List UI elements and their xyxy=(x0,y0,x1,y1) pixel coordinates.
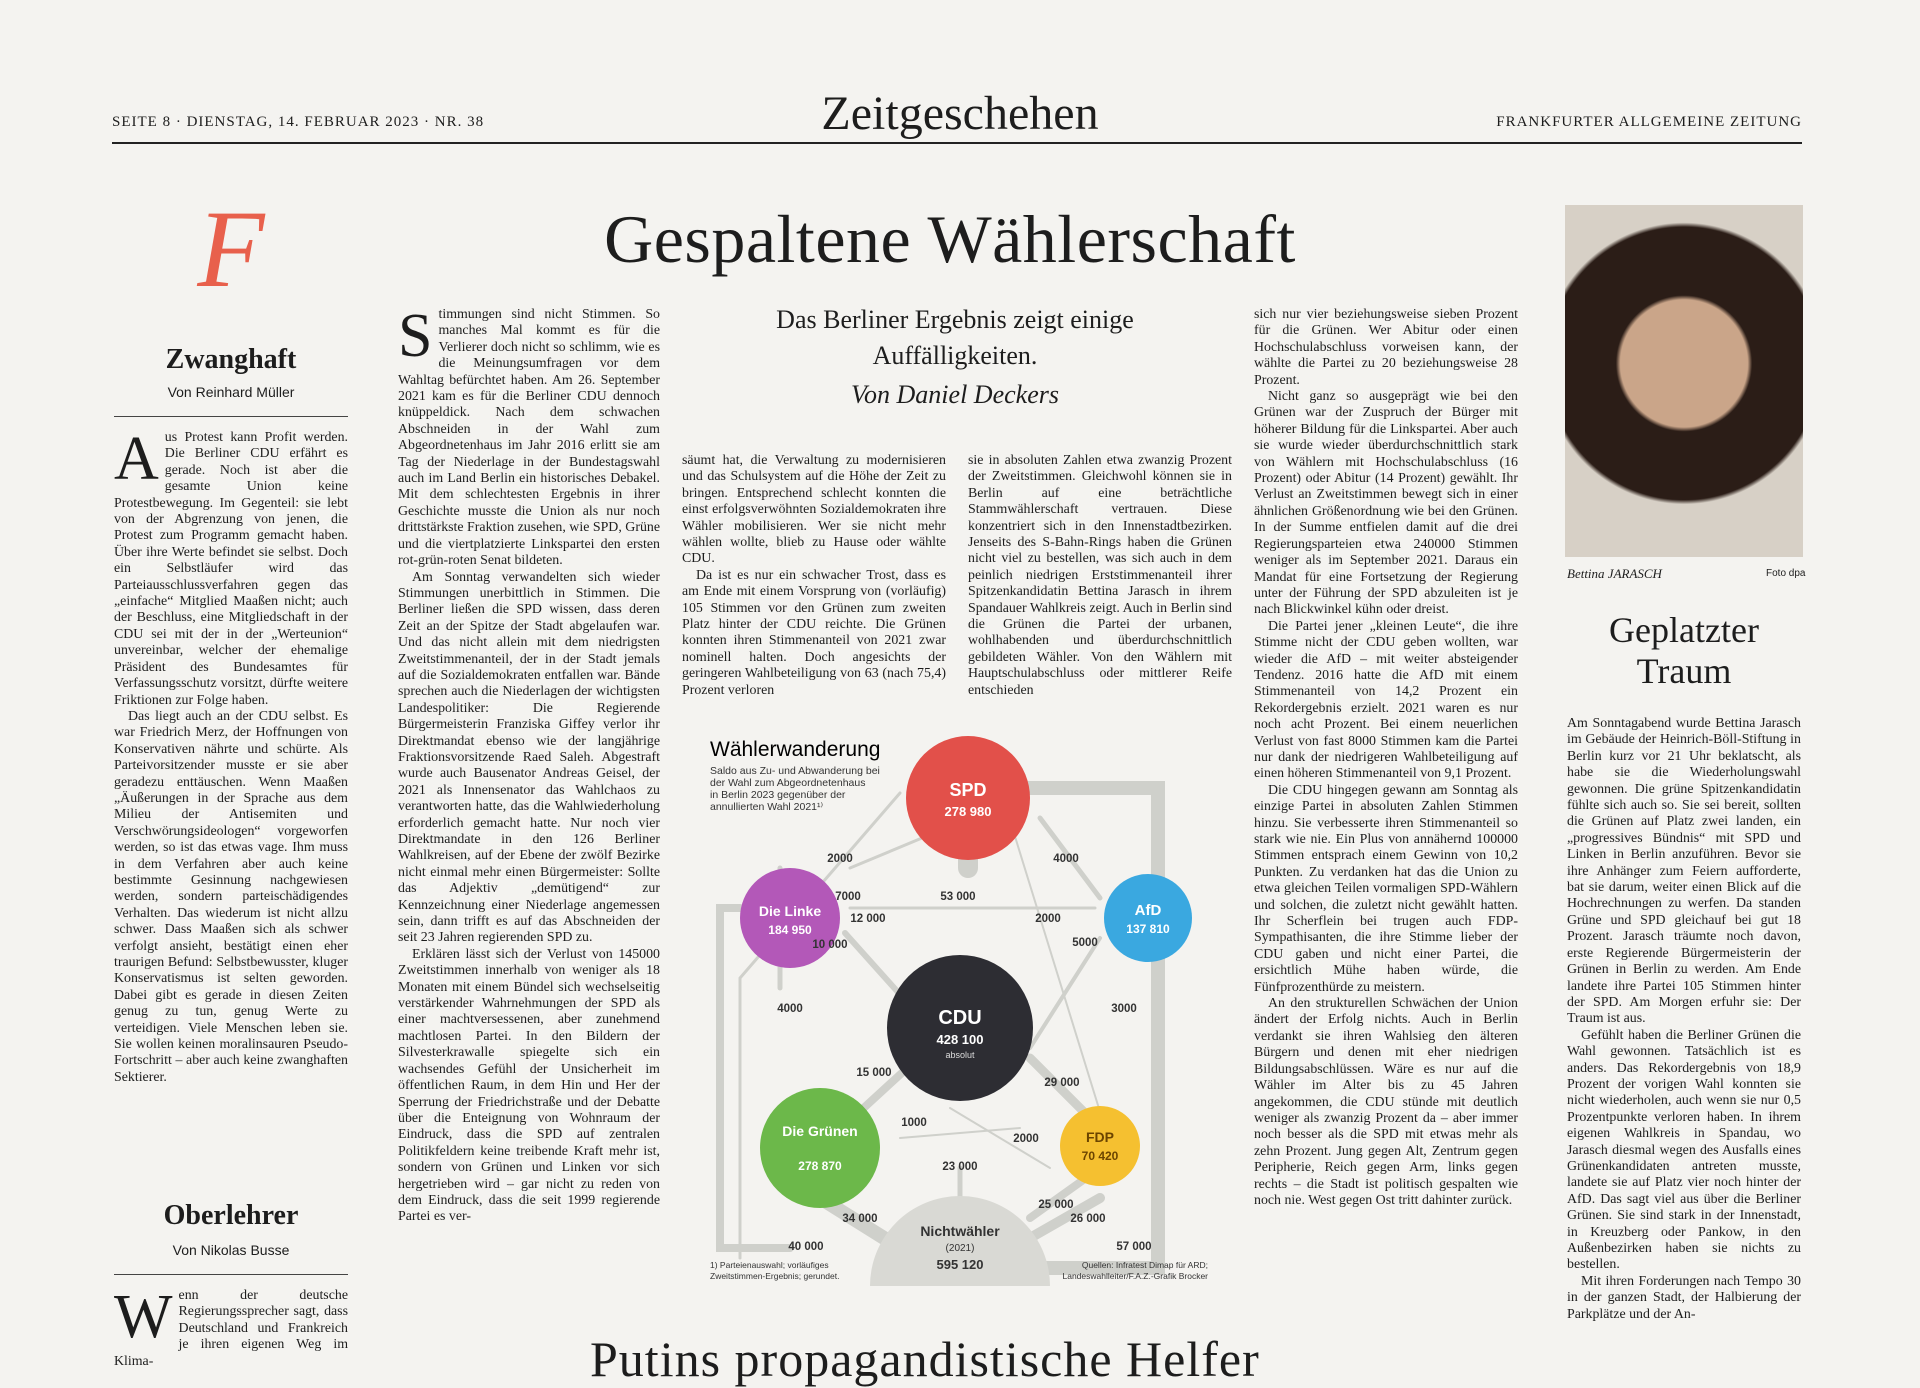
node-cdu-value: 428 100 xyxy=(936,1032,984,1047)
node-nichtwaehler xyxy=(870,1196,1050,1286)
portrait-paragraph: Gefühlt haben die Berliner Grünen die Wahl gewonnen. Tatsächlich ist es anders. Das Rekordergebnis von 18,9 Prozent der vorigen Wahl konnten sie nicht wiederholen, auch wenn sie nur 0,5 Prozentpunkte verloren haben. In ihrem eigenen Wahlkreis in Spandau, wo Jarasch diesmal wegen des Ausfalls eines Grünenkandidaten antreten musste, landete sie auf Platz vier noch hinter der AfD. Das sagt viel aus über die Berliner Grünen. Sie sind stark in der Innenstadt, in Kreuzberg oder Pankow, in den Außenbezirken haben sie nichts zu bestellen. xyxy=(1567,1027,1801,1273)
page-date-line: SEITE 8 · DIENSTAG, 14. FEBRUAR 2023 · NR. 38 xyxy=(112,114,485,130)
portrait-paragraph: Am Sonntagabend wurde Bettina Jarasch im Gebäude der Heinrich-Böll-Stiftung in Berlin kurz vor 21 Uhr beklatscht, als habe sie die Wiederholungswahl gewonnen. Die grüne Spitzenkandidatin fühlte sich auch so. Sie sei bereit, sollten die Grünen auf Platz zwei landen, ein „progressives Bündnis“ mit SPD und Linken in Berlin anzuführen. Bevor sie ihre Anhänger zum Feiern aufforderte, bat sie darum, weiter einen Blick auf die Hochrechnungen zu werfen. Da standen Grüne und SPD gleichauf bei gut 18 Prozent. Jarasch träumte noch davon, erste Regierende Bürgermeisterin der Grünen in Berlin zu werden. Am Ende landete ihre Partei 105 Stimmen hinter der SPD. Am Morgen erfuhr sie: Der Traum ist aus. xyxy=(1567,716,1801,1027)
main-paragraph: timmungen sind nicht Stimmen. So manches Mal kommt es für die Verlierer doch nicht so schlimm, wie es die Meinungsumfragen vor dem Wahltag befürchtet haben. Am 26. September 2021 kam es für die Berliner CDU dennoch knüppeldick. Nach dem schwachen Abschneiden in der Wahl zum Abgeordnetenhaus im Jahr 2016 erlitt sie am Tag der Niederlage in der Bundestagswahl auch im Land Berlin ein historisches Debakel. Mit dem schlechtesten Ergebnis in ihrer Geschichte musste die Union als nur noch drittstärkste Fraktion zusehen, wie SPD, Grüne und die viertplatzierte Linkspartei den ersten rot-grün-roten Senat bildeten. xyxy=(398,307,660,569)
main-paragraph: sich nur vier beziehungsweise sieben Prozent für die Grünen. Wer Abitur oder einen Hochschulabschluss vorweisen kann, der wählte die Partei zu 20 beziehungsweise 28 Prozent. xyxy=(1254,307,1518,388)
main-byline: Von Daniel Deckers xyxy=(851,380,1059,409)
flow-label: 7000 xyxy=(835,891,861,903)
portrait-article-title: Geplatzter Traum xyxy=(1609,610,1759,691)
main-paragraph: Die CDU hingegen gewann am Sonntag als einzige Partei in absoluten Zahlen Stimmen hinzu. Sie verbesserte ihren Stimmenanteil so stark wie nie. Ein Plus von annähernd 100000 Stimmen entsprach einem Gewinn von 10,2 Punkten. Zu verdanken hat das die Union zu etwa gleichen Teilen vormaligen SPD-Wählern und solchen, die zuletzt nicht gewählt hatten. Ihr Scherflein bei trugen auch FDP-Sympathisanten, die ihre Stimme lieber der CDU gaben und nicht einer Partei, die ersichtlich Mühe haben würde, die Fünfprozenthürde zu meistern. xyxy=(1254,782,1518,995)
commentary-rule-2 xyxy=(114,1274,348,1275)
flow-band xyxy=(900,1128,1020,1138)
commentary-author-1: Von Reinhard Müller xyxy=(167,384,295,400)
flow-label: 26 000 xyxy=(1070,1213,1106,1225)
graphic-subtitle-line: Saldo aus Zu- und Abwanderung bei xyxy=(710,765,880,777)
main-paragraph: säumt hat, die Verwaltung zu modernisieren und das Schulsystem auf die Höhe der Zeit zu bringen. Entsprechend schlecht konnten die einst erfolgsverwöhnten Sozialdemokraten ihre Wähler mobilisieren. Wer sie nicht mehr wählen wollte, blieb zu Hause oder wählte CDU. xyxy=(682,453,946,567)
flow-label: 34 000 xyxy=(842,1213,878,1225)
commentary-body-2 xyxy=(114,1283,348,1369)
portrait-photo xyxy=(1565,205,1803,557)
node-afd-label: AfD xyxy=(1134,902,1162,919)
flow-label: 5000 xyxy=(1072,937,1098,949)
graphic-source: Landeswahlleiter/F.A.Z.-Grafik Brocker xyxy=(1062,1271,1208,1281)
photo-credit: Foto dpa xyxy=(1766,568,1806,579)
node-nichtwaehler-value: 595 120 xyxy=(936,1257,984,1272)
flow-label: 57 000 xyxy=(1116,1241,1152,1253)
flow-label: 1000 xyxy=(901,1117,927,1129)
flow-label: 25 000 xyxy=(1038,1199,1074,1211)
portrait-article-body xyxy=(1567,716,1801,1356)
main-paragraph: Da ist es nur ein schwacher Trost, dass es am Ende mit einem Vorsprung von (vorläufig) 105 Stimmen vor den Grünen zum zweiten Platz hinter der CDU reichte. Die Grünen konnten ihren Stimmenanteil von 2021 zwar nominell halten. Doch angesichts der geringeren Wahlbeteiligung von 63 (nach 75,4) Prozent verloren xyxy=(682,567,946,698)
flow-label: 15 000 xyxy=(856,1067,892,1079)
flow-band xyxy=(1030,938,1100,1048)
svg-text:F: F xyxy=(197,188,265,310)
main-column-2 xyxy=(682,453,946,703)
flow-label: 3000 xyxy=(1111,1003,1137,1015)
commentary-title-1: Zwanghaft xyxy=(165,344,297,375)
photo-caption: Bettina JARASCH xyxy=(1567,566,1662,581)
main-dropcap: S xyxy=(398,302,433,370)
graphic-footnote: 1) Parteienauswahl; vorläufiges xyxy=(710,1260,829,1270)
commentary-paragraph: Das liegt auch an der CDU selbst. Es war Friedrich Merz, der Hoffnungen von Konservativen nährte und schürte. Als Parteivorsitzender musste er sie aber geradezu enttäuschen. Wenn Maaßen „Äußerungen in der Sprache aus dem Milieu der Antisemiten und Verschwörungsideologen“ vorgeworfen werden, so ist das etwas vage. Ihm muss in dem Verfahren aber auch keine bestimmte Gesinnung nachgewiesen werden, sondern parteischädigendes Verhalten. Das wiederum ist nicht allzu schwer. Dass Maaßen sich als schwer verfolgt ansieht, bestätigt einen eher traurigen Befund: Selbstbewusster, kluger Konservatismus ist selten geworden. Dabei gibt es gerade in diesen Zeiten genug zu tun, genug Werte zu verteidigen. Viele Menschen leben sie. Sie wollen keinen moralinsauren Pseudo-Fortschritt – aber auch keine zwanghaften Sektierer. xyxy=(114,708,348,1085)
graphic-title: Wählerwanderung xyxy=(710,738,881,761)
main-paragraph: An den strukturellen Schwächen der Union ändert der Erfolg nichts. Auch in Berlin verdankt sie ihren Wahlsieg den älteren Bürgern und denen mit eher niedrigen Bildungsabschlüssen. Wäre es nur auf die Wähler im Alter bis zu 45 Jahren angekommen, die CDU stünde mit deutlich weniger als zwanzig Prozent da – aber immer noch besser als die SPD mit etwas mehr als zehn Prozent. Jung gegen Alt, Zentrum gegen Peripherie, Reich gegen Arm, links gegen rechts – die Stadt ist politisch gespalten wie noch nie. West gegen Ost tritt dahinter zurück. xyxy=(1254,996,1518,1208)
flow-label: 12 000 xyxy=(850,913,886,925)
commentary-title-2: Oberlehrer xyxy=(163,1200,299,1231)
main-column-4 xyxy=(1254,307,1518,1287)
portrait-paragraph: Mit ihren Forderungen nach Tempo 30 in der ganzen Stadt, der Halbierung der Parkplätze und der An- xyxy=(1567,1273,1801,1322)
commentary-paragraph: enn der deutsche Regierungssprecher sagt, dass Deutschland und Frankreich je ihren eigenen Weg im Klima- xyxy=(114,1288,348,1369)
graphic-subtitle-line: in Berlin 2023 gegenüber der xyxy=(710,789,846,801)
node-afd-value: 137 810 xyxy=(1126,922,1170,936)
flow-label: 2000 xyxy=(1013,1133,1039,1145)
node-fdp xyxy=(1060,1106,1140,1186)
commentary-body-1 xyxy=(114,425,348,1170)
node-cdu-label: CDU xyxy=(938,1007,982,1029)
main-headline: Gespaltene Wählerschaft xyxy=(604,201,1296,277)
flow-label: 29 000 xyxy=(1044,1077,1080,1089)
flow-label: 4000 xyxy=(777,1003,803,1015)
dropcap-2: W xyxy=(114,1283,173,1351)
flow-label: 53 000 xyxy=(940,891,976,903)
node-gruene xyxy=(760,1088,880,1208)
flow-label: 2000 xyxy=(827,853,853,865)
main-column-3 xyxy=(968,453,1232,703)
node-spd-value: 278 980 xyxy=(944,804,992,819)
commentary-author-2: Von Nikolas Busse xyxy=(172,1242,290,1258)
flow-label: 10 000 xyxy=(812,939,848,951)
node-linke-value: 184 950 xyxy=(768,923,812,937)
main-subhead: Das Berliner Ergebnis zeigt einige Auffälligkeiten. xyxy=(776,305,1134,370)
graphic-source: Quellen: Infratest Dimap für ARD; xyxy=(1081,1260,1208,1270)
node-cdu-sub: absolut xyxy=(945,1050,975,1060)
commentary-rule-1 xyxy=(114,416,348,417)
flow-label: 23 000 xyxy=(942,1161,978,1173)
node-linke-label: Die Linke xyxy=(758,903,822,919)
dropcap-1: A xyxy=(114,425,159,493)
voter-migration-graphic xyxy=(700,728,1220,1286)
graphic-subtitle-line: annullierten Wahl 2021¹⁾ xyxy=(710,801,824,813)
flow-label: 2000 xyxy=(1035,913,1061,925)
node-gruene-value: 278 870 xyxy=(798,1159,842,1173)
node-nichtwaehler-label: Nichtwähler xyxy=(920,1223,1000,1239)
node-fdp-label: FDP xyxy=(1086,1129,1114,1145)
main-paragraph: Nicht ganz so ausgeprägt wie bei den Grünen war der Zuspruch der Bürger mit höherer Bildung für die Linkspartei. Aber auch sie wurde wieder überdurchschnittlich stark von Wählern mit Hochschulabschluss (16 Prozent) oder Abitur (14 Prozent) gewählt. Ihr Verlust an Zweitstimmen bewegt sich in einer ähnlichen Größenordnung wie bei den Grünen. In der Summe entfielen damit auf die drei Regierungsparteien etwa 240000 Stimmen weniger als im September 2021. Daraus ein Mandat für eine Fortsetzung der Regierung unter der Führung der SPD abzuleiten ist je nach Blickwinkel kühn oder dreist. xyxy=(1254,389,1518,618)
node-spd-label: SPD xyxy=(949,780,987,800)
next-article-headline: Putins propagandistische Helfer xyxy=(590,1331,1260,1387)
commentary-paragraph: us Protest kann Profit werden. Die Berliner CDU erfährt es gerade. Noch ist aber die gesamte Union keine Protestbewegung. Im Gegenteil: sie lebt von der Abgrenzung von jenen, die Protest zum Programm gemacht haben. Über ihre Werte befindet sie selbst. Doch ein Selbstläufer wird das Parteiausschlussverfahren gegen das „einfache“ Mitglied Maaßen nicht; auch der Beschluss, eine Mitgliedschaft in der CDU sei mit der in der „Werteunion“ unvereinbar, welcher der ehemalige Präsident des Bundesamtes für Verfassungsschutz vorsitzt, dürfte weitere Friktionen zur Folge haben. xyxy=(114,430,348,708)
graphic-subtitle-line: der Wahl zum Abgeordnetenhaus xyxy=(710,777,866,789)
graphic-footnote: Zweitstimmen-Ergebnis; gerundet. xyxy=(710,1271,840,1281)
flow-label: 40 000 xyxy=(788,1241,824,1253)
flow-label: 4000 xyxy=(1053,853,1079,865)
faz-logo-icon xyxy=(194,188,268,312)
main-column-1 xyxy=(398,302,660,1287)
section-title: Zeitgeschehen xyxy=(821,87,1099,140)
node-nichtwaehler-sub: (2021) xyxy=(945,1243,975,1254)
main-paragraph: sie in absoluten Zahlen etwa zwanzig Prozent der Zweitstimmen. Gleichwohl können sie in Berlin auf eine beträchtliche Stammwählerschaft vertrauen. Diese konzentriert sich in den Innenstadtbezirken. Jenseits des S-Bahn-Rings haben die Grünen nicht viel zu bestellen, was sich auch in dem peinlich niedrigen Erststimmenanteil ihrer Spitzenkandidatin Bettina Jarasch in ihrem Spandauer Wahlkreis zeigt. Auch in Berlin sind die Grünen die Partei der urbanen, wohlhabenden und überdurchschnittlich gebildeten Wähler. Von den Wählern mit Hauptschulabschluss oder mittlerer Reife entschieden xyxy=(968,453,1232,698)
newspaper-name: FRANKFURTER ALLGEMEINE ZEITUNG xyxy=(1496,114,1802,130)
main-paragraph: Die Partei jener „kleinen Leute“, die ihre Stimme nicht der CDU geben wollten, war wieder die AfD – mit weiter absteigender Tendenz. 2016 hatte die AfD mit einem Stimmenanteil von 14,2 Prozent ein Rekordergebnis erzielt. 2021 waren es nur noch acht Prozent. Bei einem neuerlichen Verlust von fast 8000 Stimmen kam die Partei nur dank der niedrigeren Wahlbeteiligung auf einen höheren Stimmenanteil von 9,1 Prozent. xyxy=(1254,618,1518,782)
main-paragraph: Erklären lässt sich der Verlust von 145000 Zweitstimmen innerhalb von weniger als 18 Monaten mit einem Bündel sich wechselseitig verstärkender Wahrnehmungen der SPD als einer machtversessenen, aber zunehmend machtlosen Partei. In den Bildern der Silvesterkrawalle spiegelte sich ein wachsendes Gefühl der Unsicherheit im öffentlichen Raum, in dem Hin und Her der Sperrung der Friedrichstraße und der Debatte über die Enteignung von Wohnraum der Eindruck, dass die SPD auf zentralen Politikfeldern keine treibende Kraft mehr ist, sondern von Grünen und Linken vor sich hergetrieben wird – gar nicht zu reden von dem Eindruck, dass die seit 1999 regierende Partei es ver- xyxy=(398,946,660,1225)
node-fdp-value: 70 420 xyxy=(1081,1149,1119,1163)
node-gruene-label: Die Grünen xyxy=(782,1123,858,1139)
main-paragraph: Am Sonntag verwandelten sich wieder Stimmungen unerbittlich in Stimmen. Die Berliner ließen die SPD wissen, dass deren Zeit an der Spitze der Stadt abgelaufen war. Und das nicht allein mit dem niedrigsten Zweitstimmenanteil, der in der Stadt jemals auf die Sozialdemokraten entfallen war. Bände sprechen auch die Niederlagen der wichtigsten Landespolitiker: Die Regierende Bürgermeisterin Franziska Giffey verlor ihr Direktmandat ebenso wie der langjährige Fraktionsvorsitzende Raed Saleh. Abgestraft wurde auch Bausenator Andreas Geisel, der 2021 als Innensenator das Wahlchaos zu verantworten hatte, das die Wahlwiederholung erforderlich gemacht hatte. Nur noch vier Direktmandate in den 126 Berliner Wahlkreisen, auf der Ebene der zwölf Bezirke nicht einmal mehr einen Bürgermeister: Sollte das Adjektiv „demütigend“ zur Kennzeichnung einer Niederlage angemessen sein, dann trifft es auf das Abschneiden der seit 23 Jahren regierenden SPD zu. xyxy=(398,569,660,946)
masthead-rule xyxy=(112,142,1802,144)
